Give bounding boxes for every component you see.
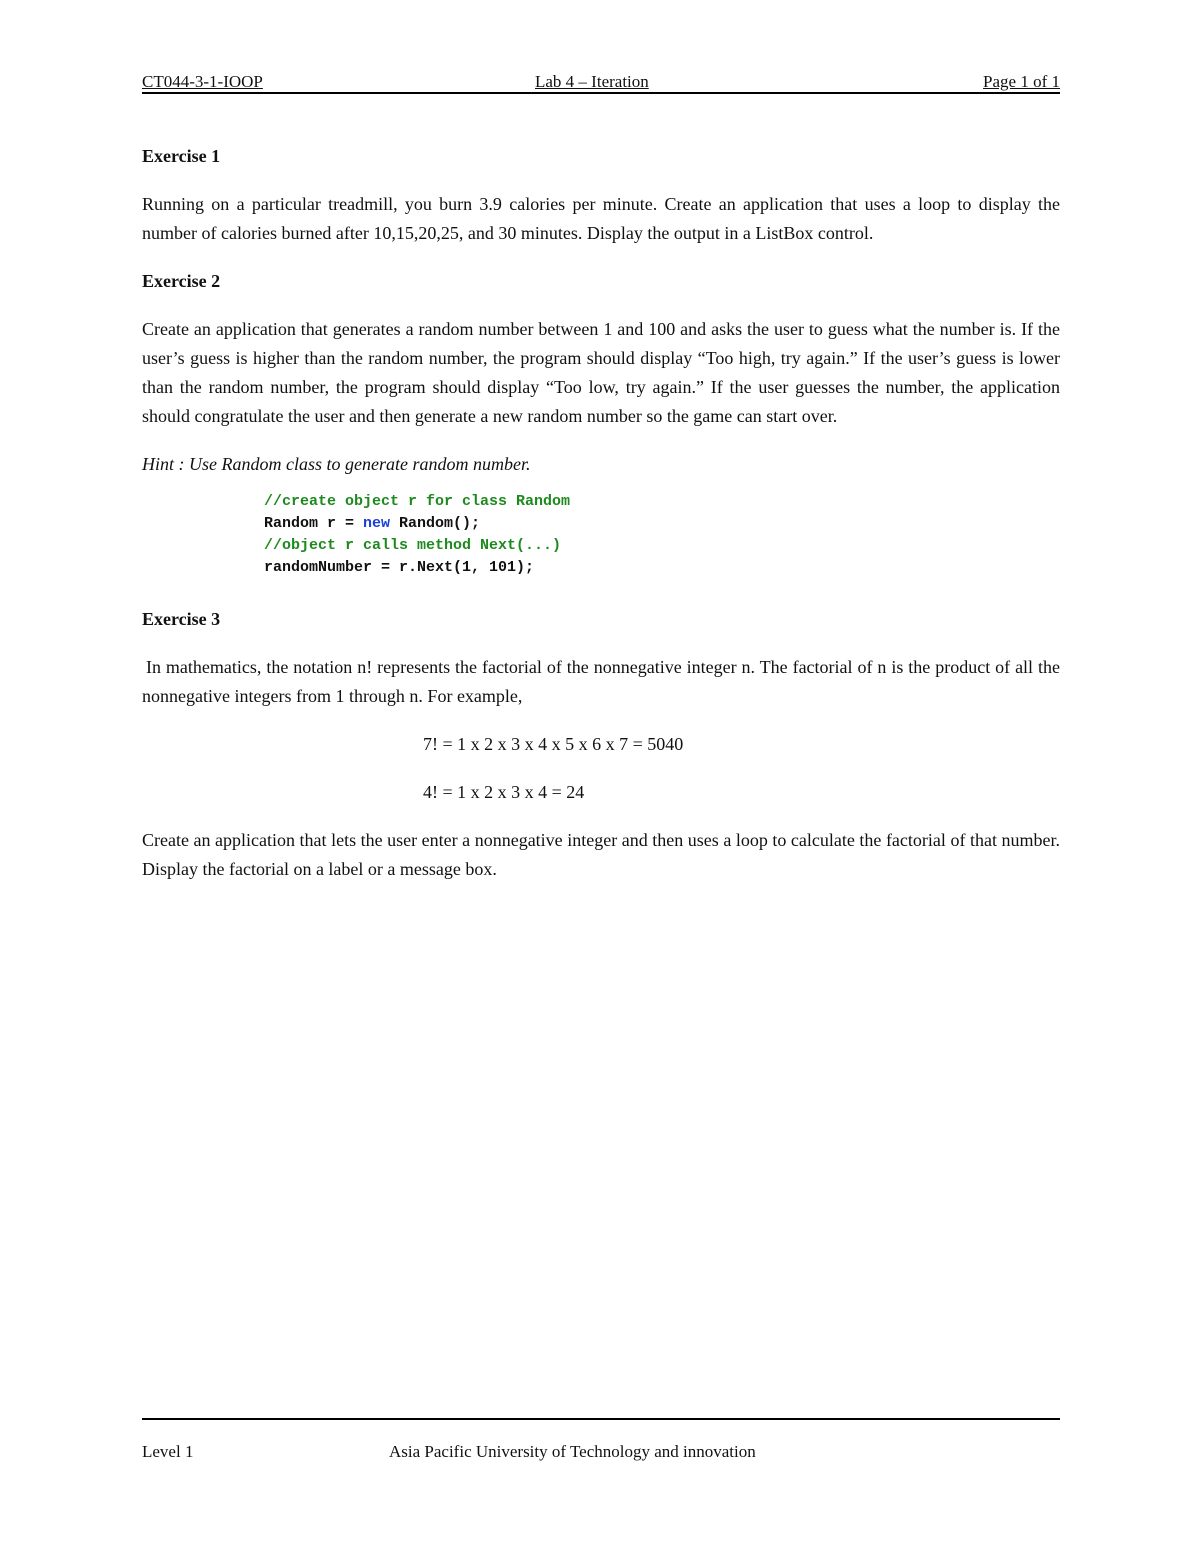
- footer-institution: Asia Pacific University of Technology and innovation: [389, 1442, 756, 1461]
- code-keyword: new: [363, 515, 391, 532]
- course-code: CT044-3-1-IOOP: [142, 72, 263, 91]
- code-text: Random();: [390, 515, 481, 532]
- exercise-3-intro: In mathematics, the notation n! represents the factorial of the nonnegative integer n. The factorial of n is the product of all the nonnegative integers from 1 through n. For example,: [142, 657, 1060, 706]
- exercise-2-text: Create an application that generates a random number between 1 and 100 and asks the user to guess what the number is. If the user’s guess is higher than the random number, the program should display “Too high, try again.” If the user’s guess is lower than the random number, the program should display “Too low, try again.” If the user guesses the number, the application should congratulate the user and then generate a new random number so the game can start over.: [142, 319, 1060, 426]
- footer-divider: [142, 1418, 1060, 1420]
- code-text: Random r =: [264, 515, 364, 532]
- factorial-example-4: 4! = 1 x 2 x 3 x 4 = 24: [423, 782, 585, 802]
- code-text: randomNumber = r.Next(1, 101);: [264, 559, 535, 576]
- code-snippet: [264, 491, 1060, 579]
- exercise-2-hint: Hint : Use Random class to generate random number.: [142, 454, 531, 474]
- footer-level: Level 1: [142, 1442, 194, 1461]
- exercise-1-text: Running on a particular treadmill, you burn 3.9 calories per minute. Create an application that uses a loop to display the number of calories burned after 10,15,20,25, and 30 minutes. Display the output in a ListBox control.: [142, 194, 1060, 243]
- code-comment-line: //object r calls method Next(...): [264, 537, 562, 554]
- exercise-3-heading: Exercise 3: [142, 609, 221, 629]
- exercise-2-heading: Exercise 2: [142, 271, 221, 291]
- page-header: [142, 72, 1060, 94]
- exercise-1-heading: Exercise 1: [142, 146, 221, 166]
- factorial-example-7: 7! = 1 x 2 x 3 x 4 x 5 x 6 x 7 = 5040: [423, 734, 684, 754]
- document-body: [142, 142, 1060, 903]
- lab-title: Lab 4 – Iteration: [535, 72, 649, 91]
- code-comment-line: //create object r for class Random: [264, 493, 571, 510]
- exercise-3-task: Create an application that lets the user enter a nonnegative integer and then uses a loop to calculate the factorial of that number. Display the factorial on a label or a message box.: [142, 830, 1060, 879]
- page-info: Page 1 of 1: [983, 72, 1060, 91]
